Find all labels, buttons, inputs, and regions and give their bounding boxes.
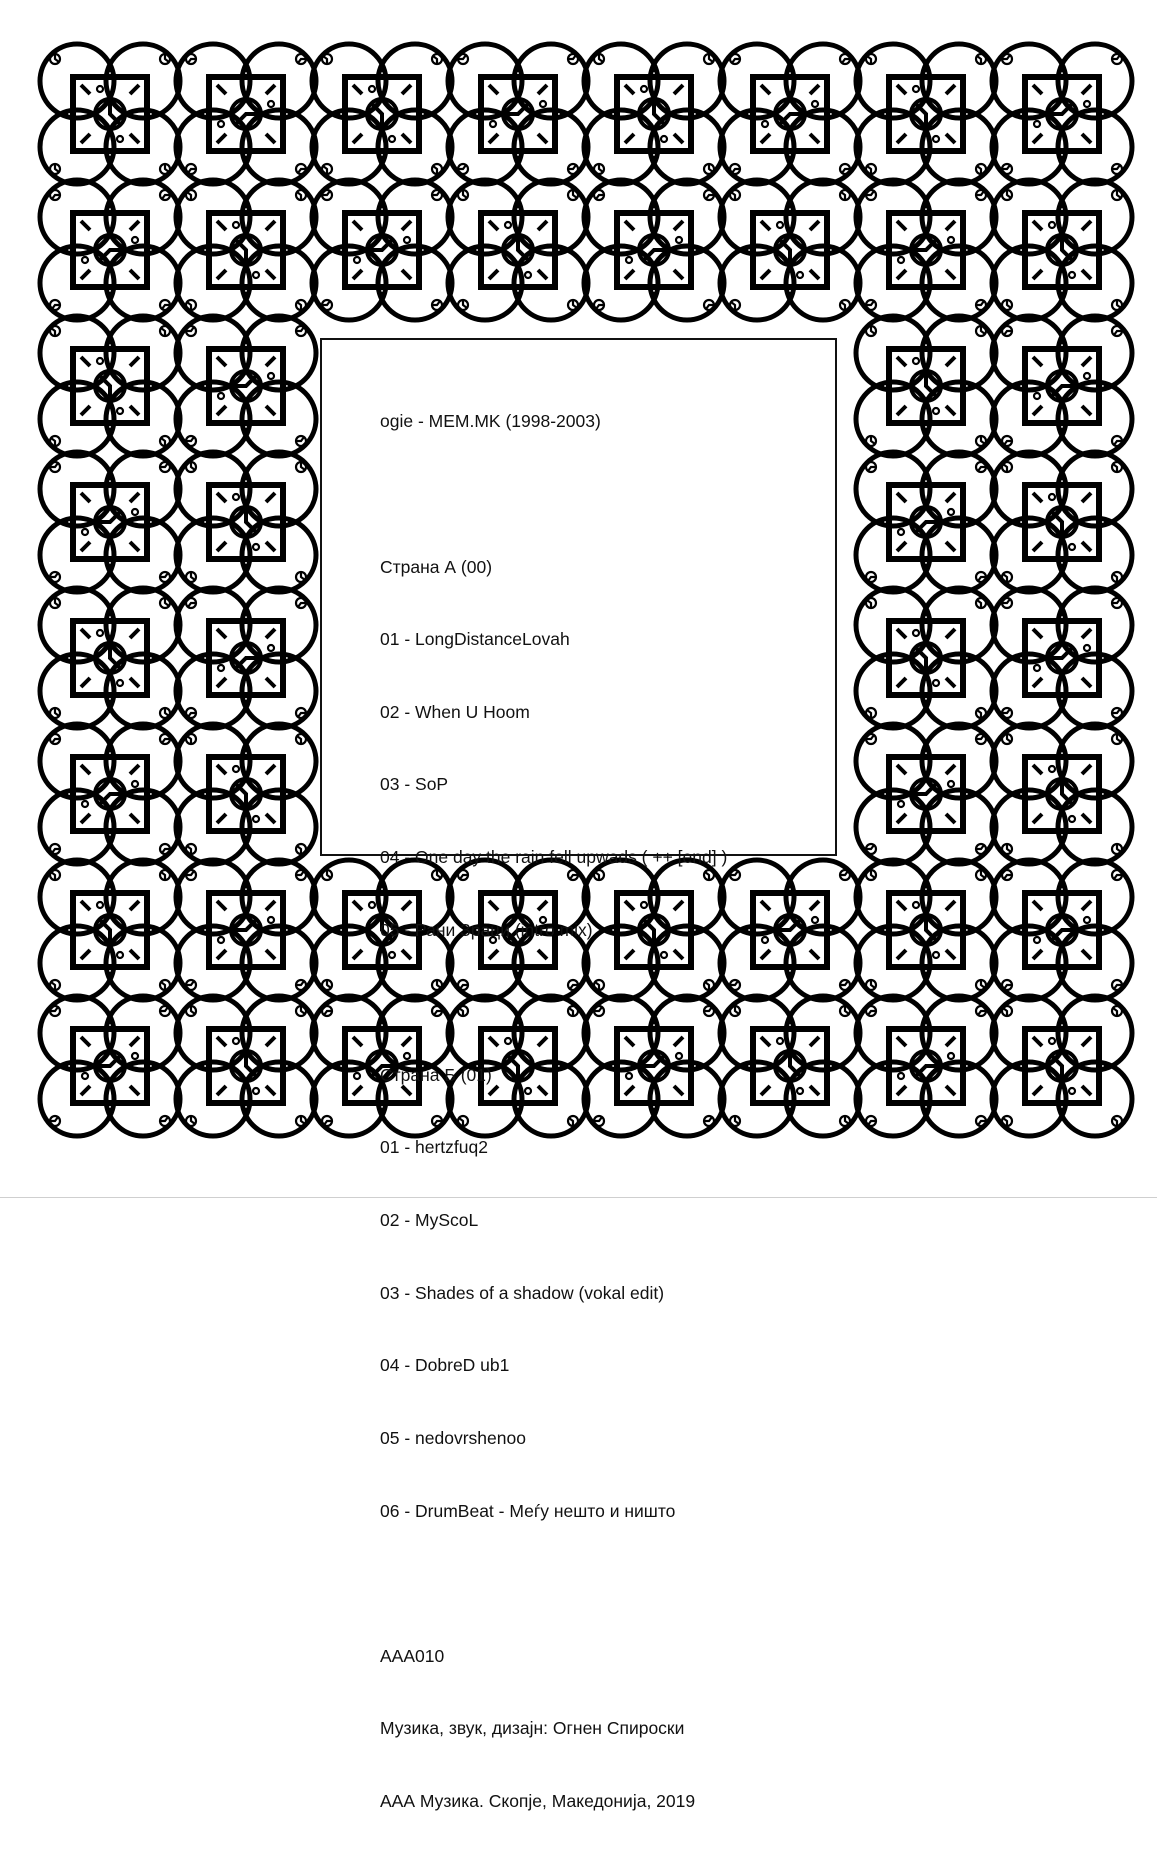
pattern-tile bbox=[40, 452, 180, 592]
pattern-tile bbox=[40, 588, 180, 728]
album-title: ogie - MEM.MK (1998-2003) bbox=[380, 411, 601, 432]
pattern-tile bbox=[312, 44, 452, 184]
pattern-tile bbox=[856, 724, 996, 864]
pattern-tile bbox=[584, 44, 724, 184]
side-b-track: 03 - Shades of a shadow (vokal edit) bbox=[380, 1282, 665, 1303]
pattern-tile bbox=[40, 316, 180, 456]
side-b-track: 05 - nedovrshenoo bbox=[380, 1427, 526, 1448]
pattern-tile bbox=[40, 180, 180, 320]
pattern-tile bbox=[176, 588, 316, 728]
label-line: ААА Музика. Скопје, Македонија, 2019 bbox=[380, 1790, 696, 1811]
pattern-tile bbox=[720, 860, 860, 1000]
pattern-tile bbox=[992, 452, 1132, 592]
tracklist-panel bbox=[320, 338, 837, 1811]
side-a-heading: Страна А (00) bbox=[380, 556, 493, 577]
side-a-track: 04 - One day the rain fell upwads ( ++ [end] ) bbox=[380, 847, 728, 868]
pattern-tile bbox=[176, 996, 316, 1136]
pattern-tile bbox=[40, 44, 180, 184]
pattern-tile bbox=[992, 588, 1132, 728]
pattern-tile bbox=[720, 44, 860, 184]
pattern-tile bbox=[856, 996, 996, 1136]
pattern-tile bbox=[176, 44, 316, 184]
pattern-tile bbox=[40, 860, 180, 1000]
pattern-tile bbox=[176, 316, 316, 456]
pattern-tile bbox=[856, 860, 996, 1000]
side-b-track: 04 - DobreD ub1 bbox=[380, 1355, 510, 1376]
side-b-track: 02 - MyScoL bbox=[380, 1210, 479, 1231]
pattern-tile bbox=[312, 180, 452, 320]
pattern-tile bbox=[176, 860, 316, 1000]
side-a-track: 05 - Рани Зраци (intro mix) bbox=[380, 919, 593, 940]
pattern-tile bbox=[856, 316, 996, 456]
pattern-tile bbox=[176, 452, 316, 592]
tracklist-text bbox=[380, 361, 727, 1862]
pattern-tile bbox=[176, 180, 316, 320]
side-a-track: 02 - When U Hoom bbox=[380, 701, 530, 722]
pattern-tile bbox=[856, 588, 996, 728]
side-b-track: 01 - hertzfuq2 bbox=[380, 1137, 488, 1158]
side-b-heading: Страна Б (01) bbox=[380, 1064, 492, 1085]
bottom-divider bbox=[0, 1197, 1157, 1198]
pattern-tile bbox=[992, 996, 1132, 1136]
pattern-tile bbox=[992, 180, 1132, 320]
pattern-tile bbox=[40, 724, 180, 864]
pattern-tile bbox=[584, 180, 724, 320]
side-a-track: 03 - SoP bbox=[380, 774, 449, 795]
pattern-tile bbox=[856, 44, 996, 184]
pattern-tile bbox=[176, 724, 316, 864]
side-a-track: 01 - LongDistanceLovah bbox=[380, 629, 570, 650]
pattern-tile bbox=[856, 180, 996, 320]
pattern-tile bbox=[992, 860, 1132, 1000]
pattern-tile bbox=[856, 452, 996, 592]
pattern-tile bbox=[992, 316, 1132, 456]
side-b-track: 06 - DrumBeat - Меѓу нешто и ништо bbox=[380, 1500, 676, 1521]
credits-line: Музика, звук, дизајн: Огнен Спироски bbox=[380, 1718, 685, 1739]
pattern-tile bbox=[448, 44, 588, 184]
catalog-number: AAA010 bbox=[380, 1645, 445, 1666]
pattern-tile bbox=[40, 996, 180, 1136]
pattern-tile bbox=[720, 996, 860, 1136]
pattern-tile bbox=[720, 180, 860, 320]
pattern-tile bbox=[992, 724, 1132, 864]
pattern-tile bbox=[992, 44, 1132, 184]
pattern-tile bbox=[448, 180, 588, 320]
